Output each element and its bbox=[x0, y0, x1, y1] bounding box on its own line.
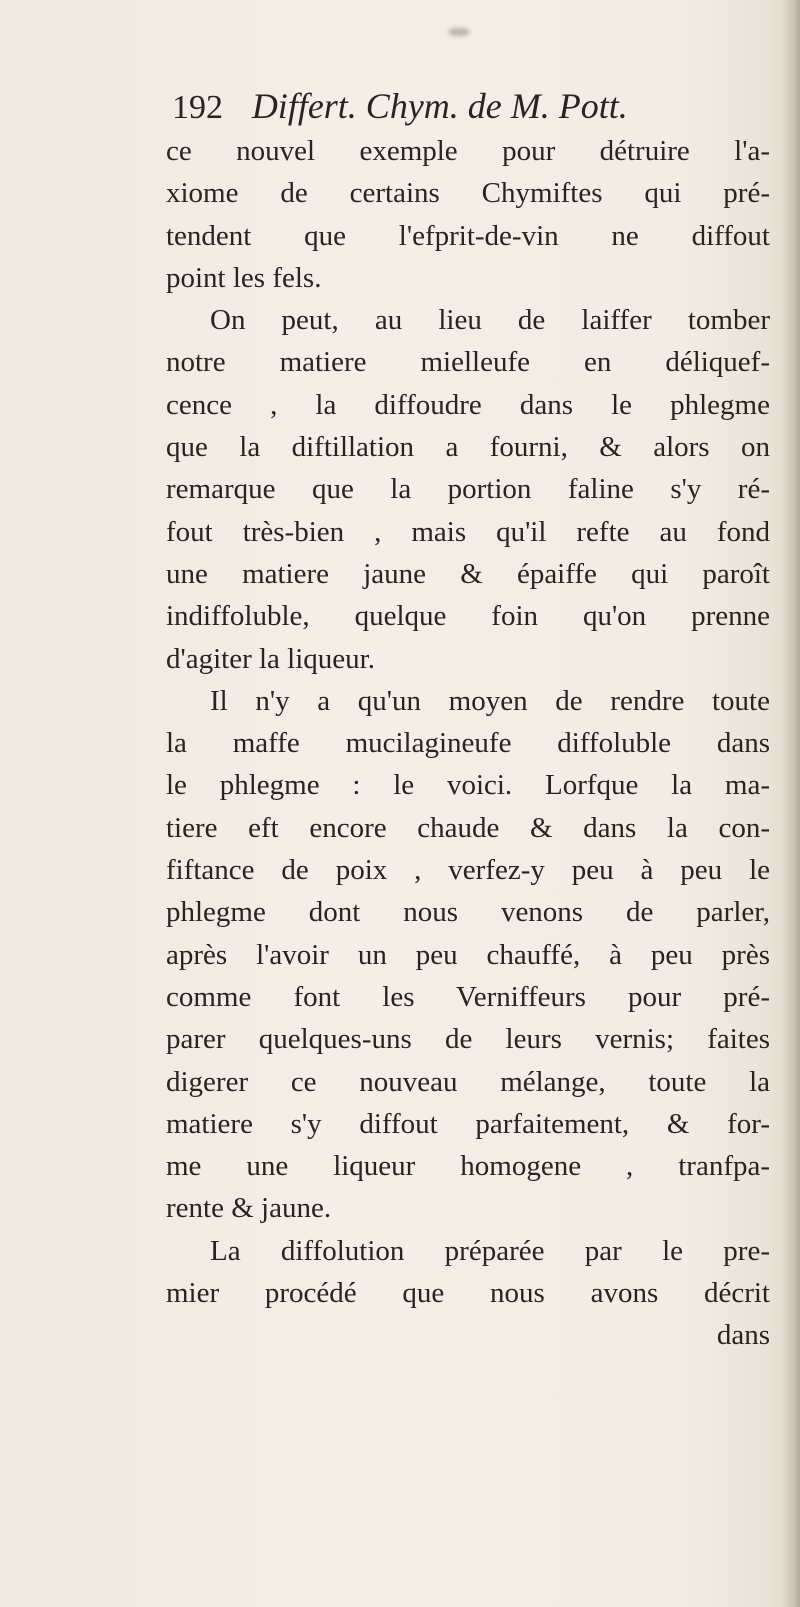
text-line: me une liqueur homogene , tranfpa- bbox=[166, 1150, 770, 1183]
text-line: On peut, au lieu de laiffer tomber bbox=[210, 304, 770, 337]
text-line: parer quelques-uns de leurs vernis; faites bbox=[166, 1023, 770, 1056]
text-line: phlegme dont nous venons de parler, bbox=[166, 896, 770, 929]
text-line: indiffoluble, quelque foin qu'on prenne bbox=[166, 600, 770, 633]
text-line: fout très-bien , mais qu'il refte au fond bbox=[166, 515, 770, 548]
text-line: cence , la diffoudre dans le phlegme bbox=[166, 388, 770, 421]
text-line: La diffolution préparée par le pre- bbox=[210, 1234, 770, 1267]
text-line: xiome de certains Chymiftes qui pré- bbox=[166, 177, 770, 210]
text-line: Il n'y a qu'un moyen de rendre toute bbox=[210, 684, 770, 717]
text-line: rente & jaune. bbox=[166, 1192, 332, 1225]
text-line: après l'avoir un peu chauffé, à peu près bbox=[166, 938, 770, 971]
text-line: ce nouvel exemple pour détruire l'a- bbox=[166, 135, 770, 167]
text-line: tiere eft encore chaude & dans la con- bbox=[166, 811, 770, 844]
text-line: mier procédé que nous avons décrit bbox=[166, 1277, 770, 1310]
text-line: matiere s'y diffout parfaitement, & for- bbox=[166, 1107, 770, 1140]
text-line: notre matiere mielleufe en déliquef- bbox=[166, 346, 770, 379]
text-line: point les fels. bbox=[166, 261, 322, 294]
ink-smudge bbox=[448, 28, 470, 36]
text-line: comme font les Verniffeurs pour pré- bbox=[166, 980, 770, 1013]
text-line: la maffe mucilagineufe diffoluble dans bbox=[166, 727, 770, 760]
running-title: Differt. Chym. de M. Pott. bbox=[251, 86, 628, 126]
text-line: fiftance de poix , verfez-y peu à peu le bbox=[166, 854, 770, 887]
text-line: remarque que la portion faline s'y ré- bbox=[166, 473, 770, 506]
text-line: une matiere jaune & épaiffe qui paroît bbox=[166, 557, 770, 590]
text-line: le phlegme : le voici. Lorfque la ma- bbox=[166, 769, 770, 802]
text-line: d'agiter la liqueur. bbox=[166, 642, 375, 675]
page-number: 192 bbox=[172, 89, 223, 126]
running-header bbox=[172, 84, 732, 128]
page-edge-shadow bbox=[782, 0, 800, 1607]
text-line: tendent que l'efprit-de-vin ne diffout bbox=[166, 219, 770, 252]
text-line: que la diftillation a fourni, & alors on bbox=[166, 431, 770, 464]
body-text bbox=[166, 130, 770, 1357]
text-line: dans bbox=[716, 1319, 770, 1352]
text-line: digerer ce nouveau mélange, toute la bbox=[166, 1065, 770, 1098]
